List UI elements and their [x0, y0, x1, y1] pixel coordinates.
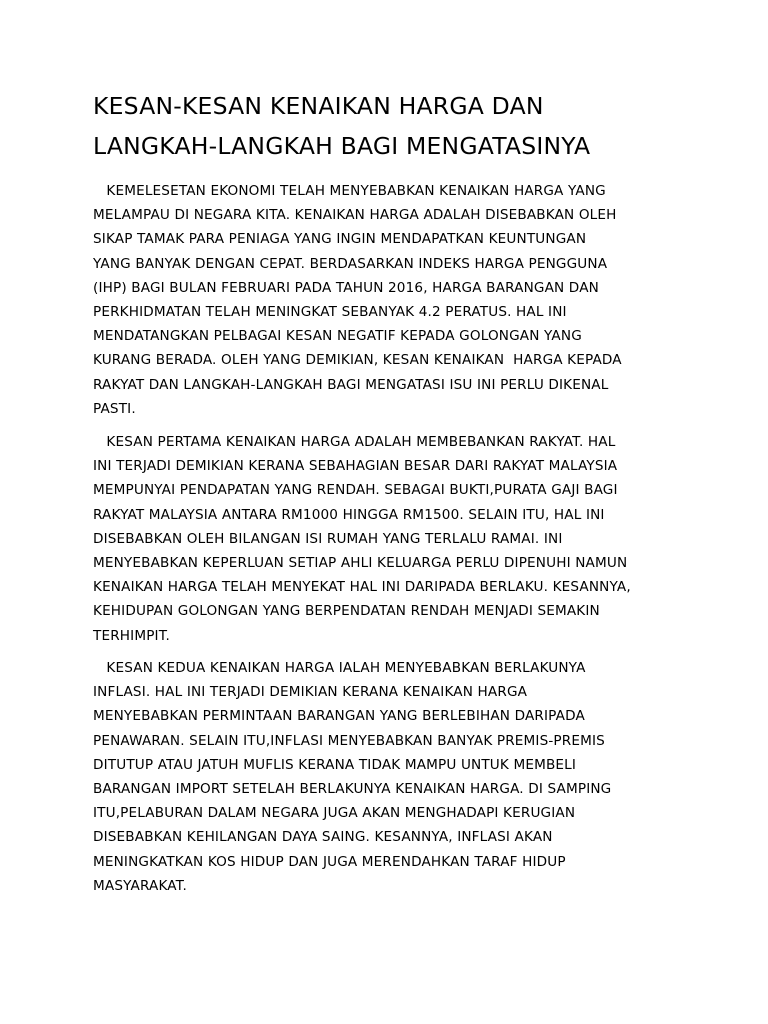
title-line: LANGKAH-LANGKAH BAGI MENGATASINYA [93, 132, 591, 160]
paragraph-line: KEHIDUPAN GOLONGAN YANG BERPENDATAN RENDAH MENJADI SEMAKIN [93, 603, 600, 620]
paragraph-line: KESAN PERTAMA KENAIKAN HARGA ADALAH MEMBEBANKAN RAKYAT. HAL [93, 434, 616, 450]
title-line: KESAN-KESAN KENAIKAN HARGA DAN [93, 92, 544, 120]
paragraph-first-effect [93, 430, 713, 648]
paragraph-line: SIKAP TAMAK PARA PENIAGA YANG INGIN MENDAPATKAN KEUNTUNGAN [93, 231, 587, 248]
paragraph-line: DITUTUP ATAU JATUH MUFLIS KERANA TIDAK MAMPU UNTUK MEMBELI [93, 756, 577, 773]
paragraph-introduction [93, 179, 713, 421]
paragraph-second-effect [93, 656, 713, 898]
paragraph-line: YANG BANYAK DENGAN CEPAT. BERDASARKAN INDEKS HARGA PENGGUNA [93, 255, 608, 272]
paragraph-line: DISEBABKAN OLEH BILANGAN ISI RUMAH YANG TERLALU RAMAI. INI [93, 530, 563, 547]
paragraph-line: MENYEBABKAN PERMINTAAN BARANGAN YANG BERLEBIHAN DARIPADA [93, 708, 585, 725]
paragraph-line: (IHP) BAGI BULAN FEBRUARI PADA TAHUN 2016, HARGA BARANGAN DAN [93, 279, 599, 296]
paragraph-line: MELAMPAU DI NEGARA KITA. KENAIKAN HARGA ADALAH DISEBABKAN OLEH [93, 207, 617, 224]
paragraph-line: KENAIKAN HARGA TELAH MENYEKAT HAL INI DARIPADA BERLAKU. KESANNYA, [93, 579, 631, 596]
paragraph-line: MENINGKATKAN KOS HIDUP DAN JUGA MERENDAHKAN TARAF HIDUP [93, 853, 566, 870]
paragraph-line: PERKHIDMATAN TELAH MENINGKAT SEBANYAK 4.2 PERATUS. HAL INI [93, 304, 567, 321]
paragraph-line: MENDATANGKAN PELBAGAI KESAN NEGATIF KEPADA GOLONGAN YANG [93, 328, 582, 345]
paragraph-line: PENAWARAN. SELAIN ITU,INFLASI MENYEBABKAN BANYAK PREMIS-PREMIS [93, 732, 605, 749]
paragraph-line: KESAN KEDUA KENAIKAN HARGA IALAH MENYEBABKAN BERLAKUNYA [93, 660, 586, 676]
paragraph-line: INFLASI. HAL INI TERJADI DEMIKIAN KERANA KENAIKAN HARGA [93, 684, 528, 701]
paragraph-line: KEMELESETAN EKONOMI TELAH MENYEBABKAN KENAIKAN HARGA YANG [93, 183, 606, 199]
paragraph-line: INI TERJADI DEMIKIAN KERANA SEBAHAGIAN BESAR DARI RAKYAT MALAYSIA [93, 458, 618, 475]
document-title [93, 86, 693, 166]
paragraph-line: DISEBABKAN KEHILANGAN DAYA SAING. KESANNYA, INFLASI AKAN [93, 829, 553, 846]
paragraph-line: MENYEBABKAN KEPERLUAN SETIAP AHLI KELUARGA PERLU DIPENUHI NAMUN [93, 555, 628, 572]
paragraph-line: KURANG BERADA. OLEH YANG DEMIKIAN, KESAN KENAIKAN HARGA KEPADA [93, 352, 622, 369]
paragraph-line: MASYARAKAT. [93, 877, 187, 894]
paragraph-line: PASTI. [93, 400, 136, 417]
paragraph-line: MEMPUNYAI PENDAPATAN YANG RENDAH. SEBAGAI BUKTI,PURATA GAJI BAGI [93, 482, 618, 499]
paragraph-line: TERHIMPIT. [93, 627, 171, 644]
paragraph-line: RAKYAT DAN LANGKAH-LANGKAH BAGI MENGATASI ISU INI PERLU DIKENAL [93, 376, 609, 393]
paragraph-line: ITU,PELABURAN DALAM NEGARA JUGA AKAN MENGHADAPI KERUGIAN [93, 805, 576, 822]
paragraph-line: RAKYAT MALAYSIA ANTARA RM1000 HINGGA RM1500. SELAIN ITU, HAL INI [93, 506, 605, 523]
paragraph-line: BARANGAN IMPORT SETELAH BERLAKUNYA KENAIKAN HARGA. DI SAMPING [93, 781, 612, 798]
